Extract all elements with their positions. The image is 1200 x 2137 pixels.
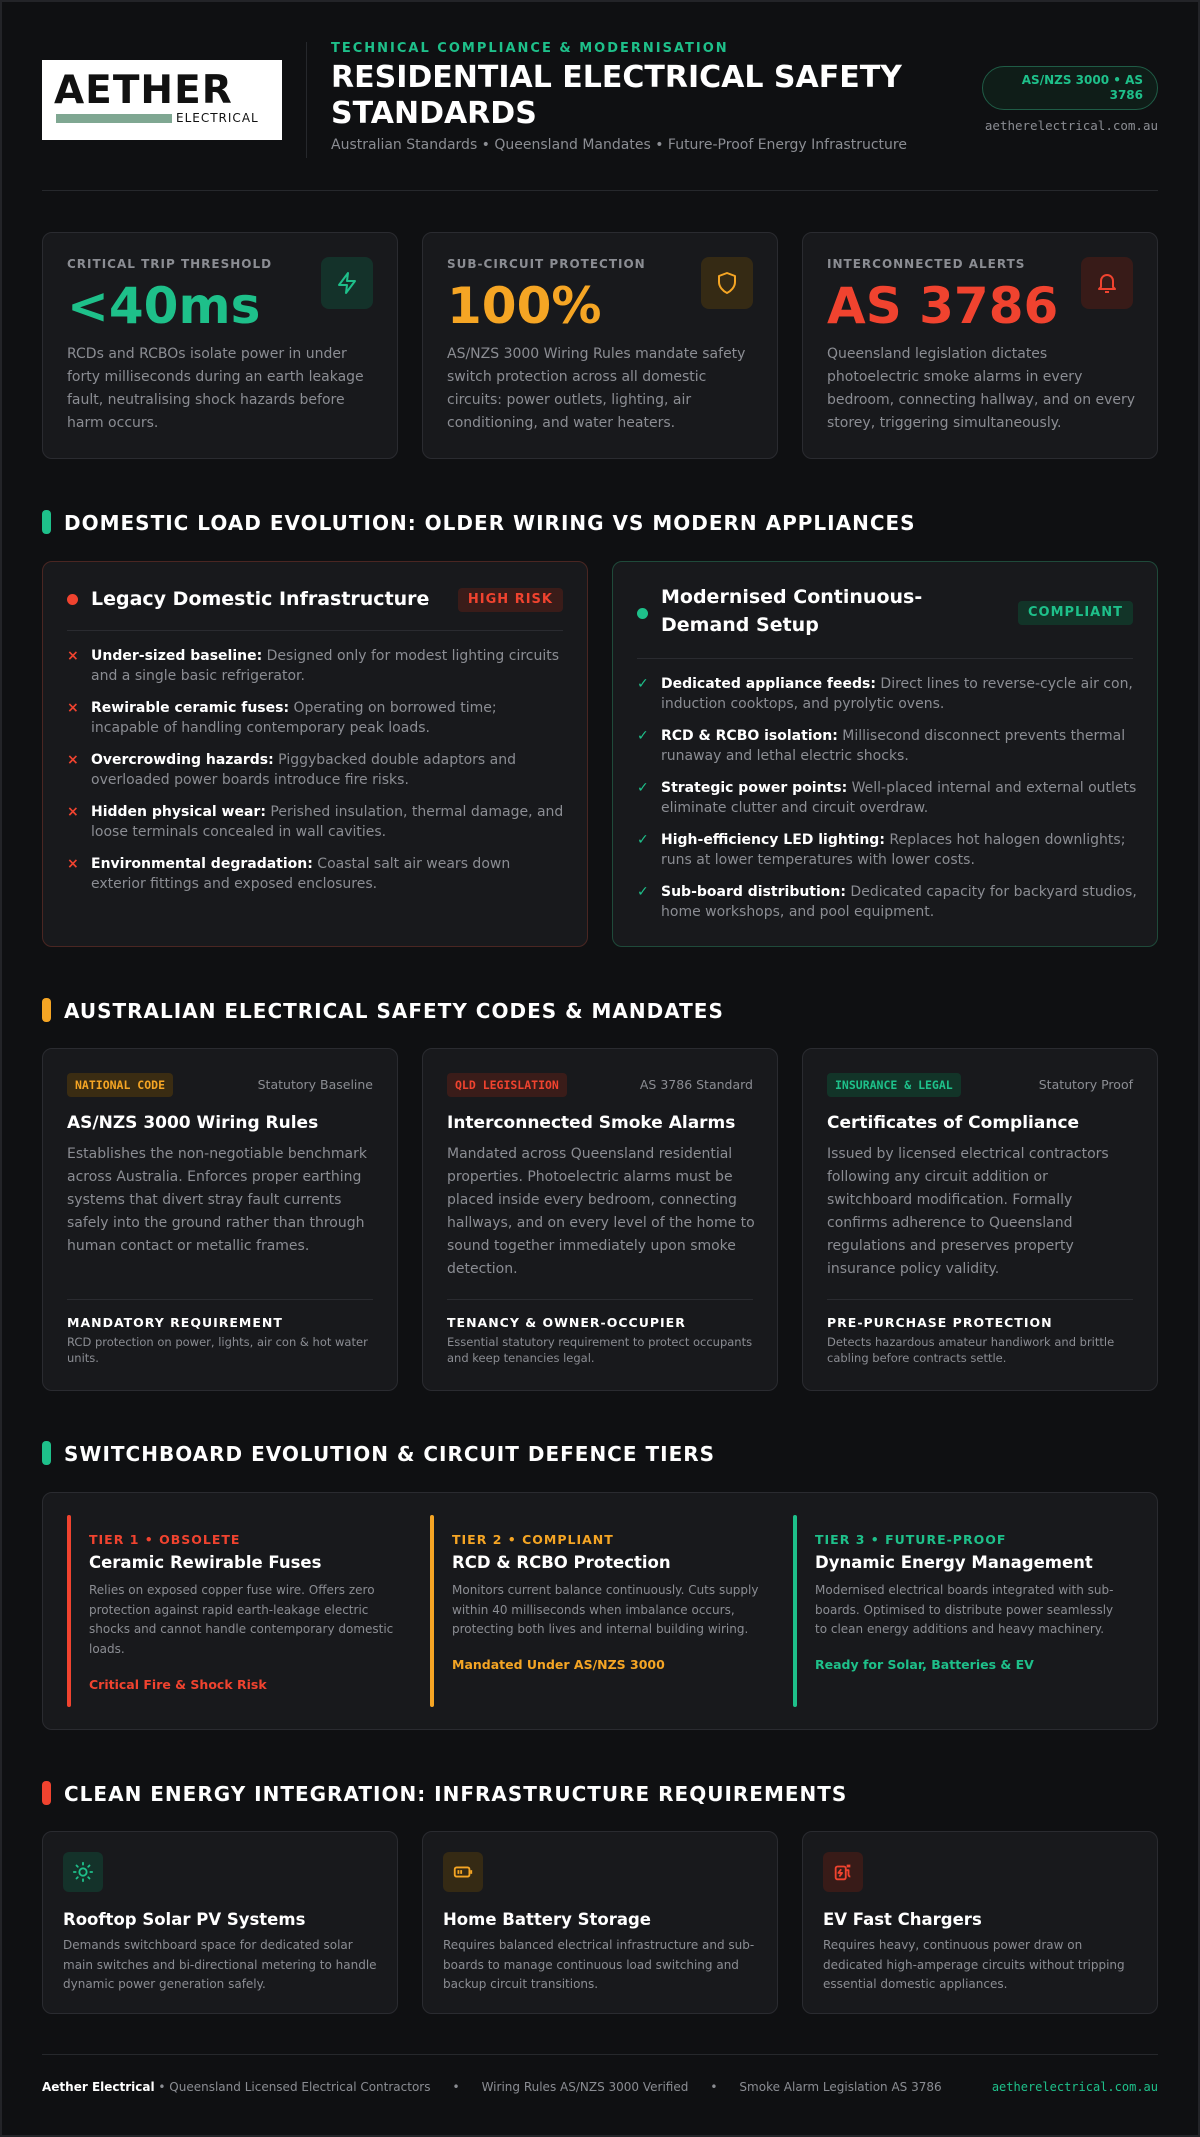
logo-bar — [56, 114, 172, 123]
standards-badge: AS/NZS 3000 • AS 3786 — [982, 66, 1158, 110]
tier-description: Modernised electrical boards integrated with sub-boards. Optimised to distribute power seamlessly to clean energy additions and heavy machinery. — [815, 1583, 1114, 1636]
list-item: ✓ Dedicated appliance feeds: Direct lines to reverse-cycle air con, induction cooktops, and pyrolytic ovens. — [637, 676, 1133, 712]
tier-compliant — [430, 1515, 770, 1707]
section-title: AUSTRALIAN ELECTRICAL SAFETY CODES & MANDATES — [64, 999, 724, 1023]
clean-title: Home Battery Storage — [443, 1910, 651, 1929]
category-tag: NATIONAL CODE — [67, 1073, 173, 1097]
status-dot — [67, 594, 78, 605]
compliant-badge: COMPLIANT — [1018, 601, 1133, 625]
clean-title: Rooftop Solar PV Systems — [63, 1910, 306, 1929]
legacy-panel — [42, 561, 588, 947]
category-tag: QLD LEGISLATION — [447, 1073, 567, 1097]
lightning-icon — [321, 257, 373, 309]
code-description: Issued by licensed electrical contractors following any circuit addition or switchboard modification. Formally confirms adherence to Queensland regulations and preserves property insurance policy validity. — [827, 1146, 1109, 1277]
status-dot — [637, 608, 648, 619]
stat-value: AS 3786 — [827, 277, 1059, 335]
category-side-label: Statutory Proof — [1038, 1077, 1133, 1092]
bell-icon — [1081, 257, 1133, 309]
list-item: × Under-sized baseline: Designed only for modest lighting circuits and a single basic refrigerator. — [67, 648, 560, 684]
tier-title: Ceramic Rewirable Fuses — [89, 1553, 322, 1572]
check-icon: ✓ — [637, 832, 649, 848]
logo-wordmark: AETHER — [54, 68, 233, 113]
section-title: SWITCHBOARD EVOLUTION & CIRCUIT DEFENCE TIERS — [64, 1442, 716, 1466]
header-domain-link[interactable]: aetherelectrical.com.au — [984, 118, 1158, 133]
code-title: AS/NZS 3000 Wiring Rules — [67, 1113, 319, 1133]
clean-description: Requires balanced electrical infrastructure and sub-boards to manage continuous load switching and backup circuit transitions. — [443, 1938, 755, 1991]
footer-item: Wiring Rules AS/NZS 3000 Verified — [481, 2080, 689, 2094]
tier-status: Critical Fire & Shock Risk — [89, 1677, 267, 1692]
panel-title: Legacy Domestic Infrastructure — [91, 588, 430, 610]
stat-value: 100% — [447, 277, 602, 335]
cross-icon: × — [67, 648, 79, 664]
list-item: × Overcrowding hazards: Piggybacked double adaptors and overloaded power boards introduce fire risks. — [67, 752, 516, 788]
risk-badge: HIGH RISK — [458, 588, 563, 612]
tier-description: Monitors current balance continuously. Cuts supply within 40 milliseconds when imbalance occurs, protecting both lives and internal building wiring. — [452, 1583, 759, 1636]
section-accent-bar — [42, 1781, 51, 1805]
clean-card-solar — [42, 1831, 398, 2014]
tier-status: Mandated Under AS/NZS 3000 — [452, 1657, 665, 1672]
clean-card-battery — [422, 1831, 778, 2014]
company-logo[interactable] — [42, 60, 282, 140]
card-divider — [447, 1299, 753, 1300]
stat-label: INTERCONNECTED ALERTS — [827, 257, 1026, 271]
requirement-text: Detects hazardous amateur handiwork and brittle cabling before contracts settle. — [827, 1335, 1115, 1365]
list-item: ✓ Sub-board distribution: Dedicated capacity for backyard studios, home workshops, and pool equipment. — [637, 884, 1137, 920]
sun-icon — [63, 1852, 103, 1892]
clean-description: Requires heavy, continuous power draw on dedicated high-amperage circuits without tripping essential domestic appliances. — [823, 1938, 1125, 1991]
code-title: Interconnected Smoke Alarms — [447, 1113, 736, 1133]
section-title: CLEAN ENERGY INTEGRATION: INFRASTRUCTURE REQUIREMENTS — [64, 1782, 848, 1806]
eyebrow-text: TECHNICAL COMPLIANCE & MODERNISATION — [331, 41, 729, 56]
clean-card-ev — [802, 1831, 1158, 2014]
check-icon: ✓ — [637, 780, 649, 796]
stat-label: CRITICAL TRIP THRESHOLD — [67, 257, 273, 271]
stat-value: <40ms — [67, 277, 261, 335]
footer-brand: Aether Electrical — [42, 2080, 155, 2094]
tier-label: TIER 3 • FUTURE-PROOF — [815, 1532, 1007, 1547]
tier-future-proof — [793, 1515, 1133, 1707]
tier-accent-bar — [793, 1515, 797, 1707]
section-accent-bar — [42, 510, 51, 534]
cross-icon: × — [67, 804, 79, 820]
header-rule — [42, 190, 1158, 191]
panel-divider — [67, 630, 563, 631]
category-tag: INSURANCE & LEGAL — [827, 1073, 961, 1097]
check-icon: ✓ — [637, 884, 649, 900]
list-item: ✓ Strategic power points: Well-placed internal and external outlets eliminate clutter and circuit overdraw. — [637, 780, 1137, 816]
ev-plug-icon — [823, 1852, 863, 1892]
tier-status: Ready for Solar, Batteries & EV — [815, 1657, 1034, 1672]
footer-rule — [42, 2054, 1158, 2055]
check-icon: ✓ — [637, 676, 649, 692]
clean-title: EV Fast Chargers — [823, 1910, 982, 1929]
stat-card-trip-threshold — [42, 232, 398, 459]
tiers-panel — [42, 1492, 1158, 1730]
footer-separator: • — [710, 2080, 718, 2094]
category-side-label: AS 3786 Standard — [639, 1077, 753, 1092]
battery-icon — [443, 1852, 483, 1892]
list-item: × Environmental degradation: Coastal salt air wears down exterior fittings and exposed enclosures. — [67, 856, 511, 892]
section-accent-bar — [42, 1441, 51, 1465]
requirement-heading: TENANCY & OWNER-OCCUPIER — [447, 1315, 686, 1330]
footer-item: Smoke Alarm Legislation AS 3786 — [739, 2080, 942, 2094]
card-divider — [67, 1299, 373, 1300]
stat-description: Queensland legislation dictates photoelectric smoke alarms in every bedroom, connecting hallway, and on every storey, triggering simultaneously. — [827, 346, 1136, 431]
tier-description: Relies on exposed copper fuse wire. Offers zero protection against rapid earth-leakage electric shocks and cannot handle contemporary domestic loads. — [89, 1583, 394, 1656]
footer-url-link[interactable]: aetherelectrical.com.au — [991, 2080, 1158, 2094]
requirement-text: Essential statutory requirement to protect occupants and keep tenancies legal. — [447, 1335, 753, 1365]
tier-title: RCD & RCBO Protection — [452, 1553, 671, 1572]
stat-description: AS/NZS 3000 Wiring Rules mandate safety switch protection across all domestic circuits: power outlets, lighting, air conditioning, and water heaters. — [447, 346, 746, 431]
legacy-list — [67, 646, 567, 906]
tier-label: TIER 1 • OBSOLETE — [89, 1532, 241, 1547]
section-title: DOMESTIC LOAD EVOLUTION: OLDER WIRING VS MODERN APPLIANCES — [64, 511, 916, 535]
code-card-wiring-rules — [42, 1048, 398, 1391]
stat-description: RCDs and RCBOs isolate power in under forty milliseconds during an earth leakage fault, neutralising shock hazards before harm occurs. — [67, 346, 364, 431]
requirement-text: RCD protection on power, lights, air con & hot water units. — [67, 1335, 368, 1365]
code-card-smoke-alarms — [422, 1048, 778, 1391]
panel-divider — [637, 658, 1133, 659]
footer-text — [42, 2080, 942, 2094]
cross-icon: × — [67, 752, 79, 768]
list-item: × Hidden physical wear: Perished insulation, thermal damage, and loose terminals concealed in wall cavities. — [67, 804, 564, 840]
footer-separator: • — [452, 2080, 460, 2094]
section-accent-bar — [42, 998, 51, 1022]
footer-brand-tail: • Queensland Licensed Electrical Contractors — [154, 2080, 431, 2094]
page-subtitle: Australian Standards • Queensland Mandates • Future-Proof Energy Infrastructure — [331, 137, 907, 153]
page-title: RESIDENTIAL ELECTRICAL SAFETY STANDARDS — [331, 60, 902, 131]
code-card-certificates — [802, 1048, 1158, 1391]
code-title: Certificates of Compliance — [827, 1113, 1080, 1133]
check-icon: ✓ — [637, 728, 649, 744]
tier-accent-bar — [67, 1515, 71, 1707]
stat-card-sub-circuit — [422, 232, 778, 459]
modern-list — [637, 674, 1137, 934]
requirement-heading: MANDATORY REQUIREMENT — [67, 1315, 283, 1330]
shield-icon — [701, 257, 753, 309]
list-item: ✓ High-efficiency LED lighting: Replaces hot halogen downlights; runs at lower temperatures with lower costs. — [637, 832, 1126, 868]
panel-title: Modernised Continuous-Demand Setup — [661, 586, 923, 636]
code-description: Establishes the non-negotiable benchmark across Australia. Enforces proper earthing systems that divert stray fault currents safely into the ground rather than through human contact or metallic frames. — [67, 1146, 367, 1254]
tier-title: Dynamic Energy Management — [815, 1553, 1093, 1572]
stat-card-interconnected-alerts — [802, 232, 1158, 459]
card-divider — [827, 1299, 1133, 1300]
clean-description: Demands switchboard space for dedicated solar main switches and bi-directional metering to handle dynamic power generation safely. — [63, 1938, 377, 1991]
list-item: × Rewirable ceramic fuses: Operating on borrowed time; incapable of handling contemporary peak loads. — [67, 700, 497, 736]
stat-label: SUB-CIRCUIT PROTECTION — [447, 257, 646, 271]
category-side-label: Statutory Baseline — [257, 1077, 373, 1092]
cross-icon: × — [67, 700, 79, 716]
tier-label: TIER 2 • COMPLIANT — [452, 1532, 614, 1547]
requirement-heading: PRE-PURCHASE PROTECTION — [827, 1315, 1053, 1330]
cross-icon: × — [67, 856, 79, 872]
list-item: ✓ RCD & RCBO isolation: Millisecond disconnect prevents thermal runaway and lethal electric shocks. — [637, 728, 1126, 764]
header-divider — [306, 42, 307, 158]
code-description: Mandated across Queensland residential properties. Photoelectric alarms must be placed inside every bedroom, connecting hallways, and on every level of the home to sound together immediately upon smoke detection. — [447, 1146, 755, 1277]
modern-panel — [612, 561, 1158, 947]
tier-accent-bar — [430, 1515, 434, 1707]
logo-subtext: ELECTRICAL — [176, 111, 259, 125]
tier-obsolete — [67, 1515, 407, 1707]
